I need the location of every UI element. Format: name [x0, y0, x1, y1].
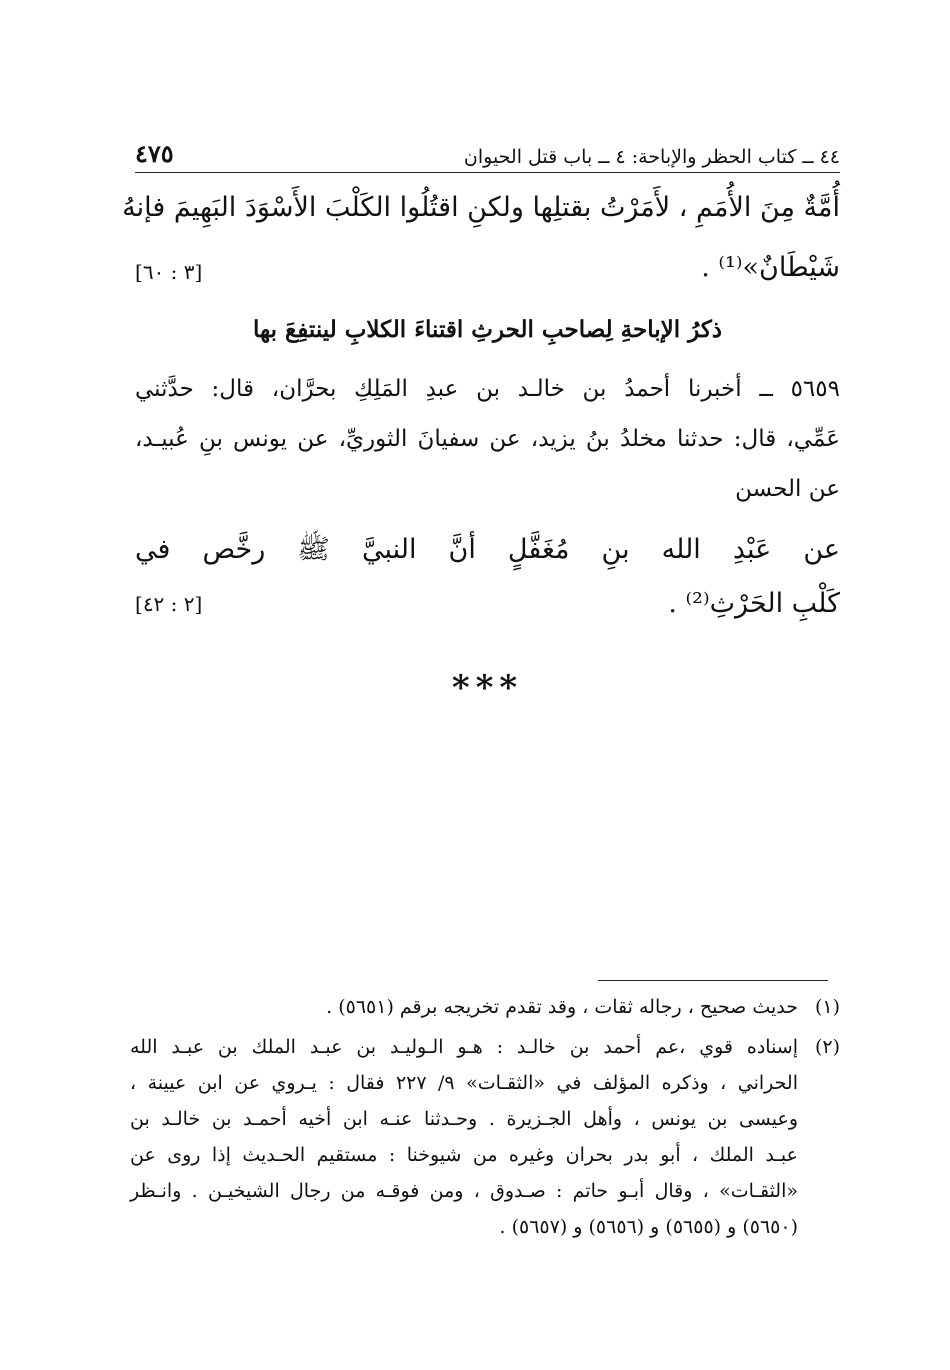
footnote-number: (٢)	[814, 1036, 840, 1058]
footnote-line: وعيسى بن يونس ، وأهل الجـزيرة . وحـدثنا عنـه ابن أخيه أحمـد بن خالـد بن	[130, 1108, 798, 1130]
text-line: أُمَّةٌ مِنَ الأُمَمِ ، لأَمَرْتُ بقتلِها ولكنِ اقتُلُوا الكَلْبَ الأَسْوَدَ البَهِيمَ فإنهُ	[122, 192, 840, 223]
section-heading: ذكرُ الإباحةِ لِصاحبِ الحرثِ اقتناءَ الكلابِ لينتفِعَ بها	[252, 316, 723, 343]
text-line: عَمِّي، قال: حدثنا مخلدُ بنُ يزيد، عن سفيانَ الثوريِّ، عن يونس بنِ عُبيـد،	[135, 426, 840, 452]
text-line: كَلْبِ الحَرْثِ⁽²⁾ .	[668, 588, 840, 619]
footnote-line: عبـد الملك ، أبو بدر بحران وغيره من شيوخنا : مستقيم الحـديث إذا روى عن	[130, 1144, 798, 1166]
text-line: عن الحسن	[735, 476, 840, 502]
page-number: ٤٧٥	[135, 139, 174, 168]
footnote-line: (٥٦٥٠) و (٥٦٥٥) و (٥٦٥٦) و (٥٦٥٧) .	[499, 1216, 798, 1238]
footnote-1	[130, 996, 840, 1018]
header-rule	[135, 172, 840, 173]
volume-reference: [٣ : ٦٠]	[135, 260, 203, 284]
footnote-line: الحراني ، وذكره المؤلف في «الثقـات» ٩/ ٢٢٧ فقال : يـروي عن ابن عيينة ،	[130, 1072, 798, 1094]
section-separator: ***	[451, 668, 524, 708]
footnote-text: إسناده قوي ،عم أحمد بن خالـد : هـو الـوليـد بن عبـد الملك بن عبـد الله	[130, 1036, 798, 1058]
footnote-line: «الثقـات» ، وقال أبـو حاتم : صـدوق ، ومن فوقـه من رجال الشيخيـن . وانـظر	[130, 1180, 798, 1202]
text-line: شَيْطَانٌ»⁽¹⁾ .	[701, 252, 840, 283]
footnotes	[130, 992, 840, 1272]
footnote-2	[130, 1036, 840, 1058]
footnote-text: حديث صحيح ، رجاله ثقات ، وقد تقدم تخريجه برقم (٥٦٥١) .	[326, 996, 798, 1018]
text-line: عن عَبْدِ الله بنِ مُغَفَّلٍ أنَّ النبيَّ ﷺ رخَّص في	[135, 534, 840, 565]
hadith-matn	[135, 528, 840, 638]
hadith-isnad	[135, 372, 840, 512]
text-line: ٥٦٥٩ ــ أخبرنا أحمدُ بن خالـد بن عبدِ المَلِكِ بحرَّان، قال: حدَّثني	[135, 376, 840, 402]
header-title: ٤٤ ــ كتاب الحظر والإباحة: ٤ ــ باب قتل الحيوان	[463, 146, 840, 168]
section-1	[122, 188, 840, 298]
footnote-rule	[598, 980, 828, 981]
volume-reference: [٢ : ٤٢]	[135, 592, 203, 616]
running-header	[135, 130, 840, 168]
footnote-number: (١)	[814, 996, 840, 1018]
